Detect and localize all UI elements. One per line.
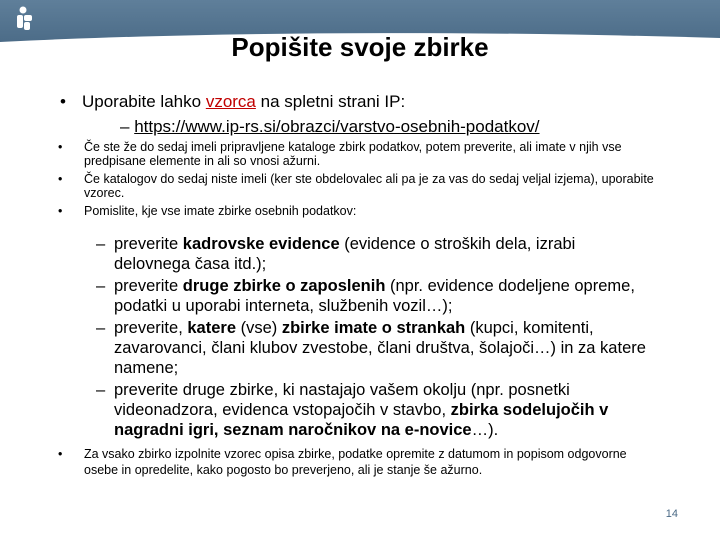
dash-item-druge: – preverite druge zbirke, ki nastajajo vašem okolju (npr. posnetki videonadzora, evidenca vstopajočih v stavbo, zbirka sodelujočih v nagradni igri, seznam naročnikov na e-novice…). (96, 381, 609, 439)
list-item: • Če katalogov do sedaj niste imeli (ker ste obdelovalec ali pa je za vas do sedaj veljal izjema), uporabite vzorec. (58, 172, 654, 200)
dash-item-stranke: – preverite, katere (vse) zbirke imate o strankah (kupci, komitenti, zavarovanci, člani klubov zvestobe, člani društva, šolajoči…) in za katere namene; (96, 319, 646, 377)
vzorca-link[interactable]: vzorca (205, 92, 256, 111)
list-item: • Če ste že do sedaj imeli pripravljene kataloge zbirk podatkov, potem preverite, ali imate v njih vse predpisane elemente in ali so vnosi ažurni. (58, 140, 622, 168)
logo-icon (8, 4, 40, 34)
page-title: Popišite svoje zbirke (231, 32, 489, 62)
ip-url-link[interactable]: https://www.ip-rs.si/obrazci/varstvo-osebnih-podatkov/ (134, 117, 540, 136)
bullet-vzorca: • Uporabite lahko vzorca na spletni strani IP: (60, 92, 406, 111)
list-item-last: • Za vsako zbirko izpolnite vzorec opisa zbirke, podatke opremite z datumom in popisom odgovorne osebe in opredelite, kako pogosto bo preverjeno, ali je stanje še ažurno. (58, 447, 627, 477)
bullet-dot: • (60, 92, 66, 111)
small-bullet-list (60, 140, 660, 222)
url-line: – https://www.ip-rs.si/obrazci/varstvo-osebnih-podatkov/ (120, 117, 540, 136)
dash-item-kadrovske: – preverite kadrovske evidence (evidence o stroških dela, izrabi delovnega časa itd.); (96, 235, 576, 273)
dash-item-zaposleni: – preverite druge zbirke o zaposlenih (npr. evidence dodeljene opreme, podatki u uporabi interneta, službenih vozil…); (96, 277, 635, 315)
dash-list (96, 234, 656, 442)
list-item: • Pomislite, kje vse imate zbirke osebnih podatkov: (58, 204, 357, 218)
page-number: 14 (665, 508, 678, 520)
